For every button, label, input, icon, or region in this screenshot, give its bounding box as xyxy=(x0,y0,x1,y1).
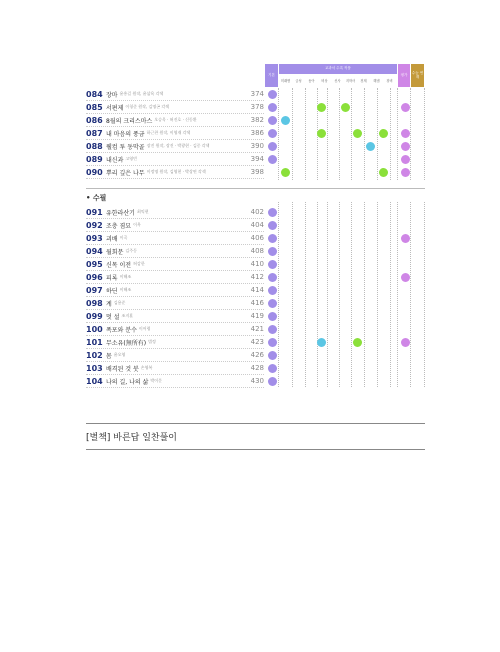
header-subcol: 금성 xyxy=(295,79,302,83)
item-author: 조지훈 xyxy=(121,313,134,318)
item-title: 신목 이전 xyxy=(106,261,132,269)
list-item[interactable] xyxy=(86,258,264,270)
marker-dot-pink xyxy=(401,155,410,164)
item-title: 서편제 xyxy=(106,104,124,112)
item-title: 내신과 xyxy=(106,156,124,164)
marker-dot-pink xyxy=(401,142,410,151)
item-title: 조충 졈묘 xyxy=(106,222,132,230)
item-number: 094 xyxy=(86,246,103,256)
item-number: 092 xyxy=(86,220,103,230)
marker-dot-purple xyxy=(268,312,277,321)
item-number: 084 xyxy=(86,89,103,99)
section-heading: • 수필 xyxy=(86,194,107,202)
list-item[interactable] xyxy=(86,166,264,178)
item-number: 096 xyxy=(86,272,103,282)
item-title: 배격된 것 붓 xyxy=(106,365,139,373)
marker-dot-purple xyxy=(268,90,277,99)
item-author: 고영빈 xyxy=(125,156,137,161)
marker-dot-green xyxy=(317,103,326,112)
marker-dot-pink xyxy=(401,103,410,112)
item-author: 오승욱 · 허진호 · 신동환 xyxy=(154,117,197,122)
item-number: 098 xyxy=(86,298,103,308)
item-author: 이옥 xyxy=(133,222,141,227)
gridline xyxy=(364,202,365,387)
item-page: 414 xyxy=(250,286,264,294)
gridline xyxy=(424,202,425,387)
header-subcol: 미래엔 xyxy=(280,79,291,83)
gridline xyxy=(397,88,398,180)
item-author: 장진 원작, 장진 · 박광현 · 김중 각색 xyxy=(146,143,210,148)
item-author: 최익현 xyxy=(136,209,149,214)
item-author: 이청준 원작, 김명곤 각색 xyxy=(125,104,170,109)
item-number: 101 xyxy=(86,337,103,347)
gridline xyxy=(278,88,279,180)
marker-dot-teal xyxy=(317,338,326,347)
marker-dot-green xyxy=(379,129,388,138)
item-page: 430 xyxy=(250,377,264,385)
item-page: 410 xyxy=(250,260,264,268)
list-item[interactable] xyxy=(86,245,264,257)
gridline xyxy=(305,202,306,387)
marker-dot-purple xyxy=(268,338,277,347)
gridline xyxy=(317,202,318,387)
gridline xyxy=(292,202,293,387)
marker-dot-green xyxy=(341,103,350,112)
marker-dot-purple xyxy=(268,351,277,360)
item-title: 뿌리 깊은 나무 xyxy=(106,169,145,177)
item-title: 피록 xyxy=(106,274,118,282)
item-number: 093 xyxy=(86,233,103,243)
marker-dot-purple xyxy=(268,260,277,269)
item-author: 이해조 xyxy=(119,287,132,292)
footer-heading: [별책] 바른답 일찬풀이 xyxy=(86,433,177,443)
item-title: 괴배 xyxy=(106,235,118,243)
item-number: 088 xyxy=(86,141,103,151)
marker-dot-purple xyxy=(268,234,277,243)
item-page: 426 xyxy=(250,351,264,359)
list-item[interactable] xyxy=(86,206,264,218)
item-author: 허감한 xyxy=(133,261,145,266)
marker-dot-purple xyxy=(268,273,277,282)
item-page: 374 xyxy=(250,90,264,98)
marker-dot-purple xyxy=(268,247,277,256)
marker-dot-purple xyxy=(268,299,277,308)
item-number: 087 xyxy=(86,128,103,138)
item-title: 내 마음의 풍금 xyxy=(106,130,145,138)
marker-dot-green xyxy=(353,129,362,138)
header-col-purple: 평가 xyxy=(398,64,410,87)
marker-dot-purple xyxy=(268,142,277,151)
header-subcol: 창비 xyxy=(386,79,393,83)
item-number: 100 xyxy=(86,324,103,334)
list-item[interactable] xyxy=(86,114,264,126)
marker-dot-green xyxy=(281,168,290,177)
item-page: 423 xyxy=(250,338,264,346)
item-number: 089 xyxy=(86,154,103,164)
gridline xyxy=(351,202,352,387)
list-item[interactable] xyxy=(86,101,264,113)
item-number: 103 xyxy=(86,363,103,373)
marker-dot-pink xyxy=(401,273,410,282)
marker-dot-purple xyxy=(268,364,277,373)
marker-dot-pink xyxy=(401,338,410,347)
item-number: 091 xyxy=(86,207,103,217)
marker-dot-purple xyxy=(268,325,277,334)
item-page: 394 xyxy=(250,155,264,163)
header-subcol: 신사 xyxy=(334,79,341,83)
marker-dot-teal xyxy=(281,116,290,125)
item-page: 398 xyxy=(250,168,264,176)
header-subcol: 동아 xyxy=(308,79,315,83)
gridline xyxy=(339,88,340,180)
marker-dot-green xyxy=(379,168,388,177)
gridline xyxy=(390,202,391,387)
marker-dot-purple xyxy=(268,377,277,386)
item-title: 폭포와 분수 xyxy=(106,326,137,334)
marker-dot-green xyxy=(353,338,362,347)
item-page: 378 xyxy=(250,103,264,111)
item-page: 386 xyxy=(250,129,264,137)
item-page: 390 xyxy=(250,142,264,150)
item-title: 8월의 크리스마스 xyxy=(106,117,153,125)
list-item[interactable] xyxy=(86,323,264,335)
gridline xyxy=(377,202,378,387)
gridline xyxy=(424,88,425,180)
item-page: 382 xyxy=(250,116,264,124)
gridline xyxy=(305,88,306,180)
item-number: 104 xyxy=(86,376,103,386)
gridline xyxy=(410,202,411,387)
header-group: 교과서 수록 작품 xyxy=(279,64,397,74)
item-title: 웰컴 투 동막골 xyxy=(106,143,145,151)
section-divider xyxy=(86,188,425,189)
item-author: 하근찬 원작, 이영재 각색 xyxy=(146,130,191,135)
gridline xyxy=(327,88,328,180)
item-page: 416 xyxy=(250,299,264,307)
list-item[interactable] xyxy=(86,349,264,361)
item-author: 박이문 xyxy=(150,378,162,383)
header-col-gold: 수능 연계 xyxy=(411,64,424,87)
gridline xyxy=(292,88,293,180)
gridline xyxy=(351,88,352,180)
gridline xyxy=(278,202,279,387)
item-title: 계 xyxy=(106,300,112,308)
item-title: 나의 길, 나의 삶 xyxy=(106,378,149,386)
item-author: 이정명 원작, 김영현 · 박상연 각색 xyxy=(146,169,206,174)
gridline xyxy=(377,88,378,180)
header-subcol: 천재 xyxy=(360,79,367,83)
gridline xyxy=(410,88,411,180)
list-item[interactable] xyxy=(86,232,264,244)
marker-dot-green xyxy=(317,129,326,138)
list-item[interactable] xyxy=(86,153,264,165)
list-item[interactable] xyxy=(86,127,264,139)
item-author: 이곡 xyxy=(119,235,128,240)
marker-dot-purple xyxy=(268,103,277,112)
gridline xyxy=(327,202,328,387)
item-number: 102 xyxy=(86,350,103,360)
item-author: 김주동 xyxy=(125,248,137,253)
item-number: 097 xyxy=(86,285,103,295)
list-item[interactable] xyxy=(86,219,264,231)
row-divider xyxy=(86,178,264,179)
header-subcol: 지학사 xyxy=(345,79,356,83)
item-number: 099 xyxy=(86,311,103,321)
item-number: 085 xyxy=(86,102,103,112)
item-page: 402 xyxy=(250,208,264,216)
marker-dot-pink xyxy=(401,168,410,177)
item-page: 404 xyxy=(250,221,264,229)
item-author: 윤오영 xyxy=(113,352,126,357)
marker-dot-purple xyxy=(268,221,277,230)
item-title: 유한라산기 xyxy=(106,209,135,217)
marker-dot-teal xyxy=(366,142,375,151)
marker-dot-pink xyxy=(401,234,410,243)
item-page: 406 xyxy=(250,234,264,242)
item-title: 하딘 xyxy=(106,287,118,295)
item-author: 이어령 xyxy=(138,326,151,331)
gridline xyxy=(390,88,391,180)
list-item[interactable] xyxy=(86,310,264,322)
gridline xyxy=(397,202,398,387)
item-title: 장마 xyxy=(106,91,118,99)
item-page: 408 xyxy=(250,247,264,255)
item-page: 419 xyxy=(250,312,264,320)
header-subcol: 비상 xyxy=(321,79,328,83)
gridline xyxy=(364,88,365,180)
item-author: 법정 xyxy=(148,339,156,344)
item-title: 월회문 xyxy=(106,248,124,256)
row-divider xyxy=(86,387,264,388)
list-item[interactable] xyxy=(86,362,264,374)
item-page: 421 xyxy=(250,325,264,333)
marker-dot-purple xyxy=(268,286,277,295)
item-page: 412 xyxy=(250,273,264,281)
marker-dot-purple xyxy=(268,208,277,217)
header-col-first: 기본 xyxy=(265,64,278,87)
list-item[interactable] xyxy=(86,140,264,152)
item-author: 이해조 xyxy=(119,274,132,279)
marker-dot-purple xyxy=(268,129,277,138)
item-author: 김용준 xyxy=(113,300,126,305)
item-author: 윤흥길 원작, 윤삼육 각색 xyxy=(119,91,164,96)
item-page: 428 xyxy=(250,364,264,372)
item-title: 멋 설 xyxy=(106,313,120,321)
list-item[interactable] xyxy=(86,336,264,348)
header-subcol: 해냄 xyxy=(373,79,380,83)
footer-divider-bottom xyxy=(86,449,425,450)
list-item[interactable] xyxy=(86,284,264,296)
list-item[interactable] xyxy=(86,271,264,283)
item-title: 무소유(無所有) xyxy=(106,339,147,347)
list-item[interactable] xyxy=(86,297,264,309)
list-item[interactable] xyxy=(86,88,264,100)
item-title: 몸 xyxy=(106,352,112,360)
item-author: 손영복 xyxy=(140,365,153,370)
marker-dot-purple xyxy=(268,116,277,125)
marker-dot-purple xyxy=(268,155,277,164)
item-number: 090 xyxy=(86,167,103,177)
footer-divider-top xyxy=(86,423,425,424)
item-number: 095 xyxy=(86,259,103,269)
list-item[interactable] xyxy=(86,375,264,387)
marker-dot-pink xyxy=(401,129,410,138)
gridline xyxy=(339,202,340,387)
item-number: 086 xyxy=(86,115,103,125)
